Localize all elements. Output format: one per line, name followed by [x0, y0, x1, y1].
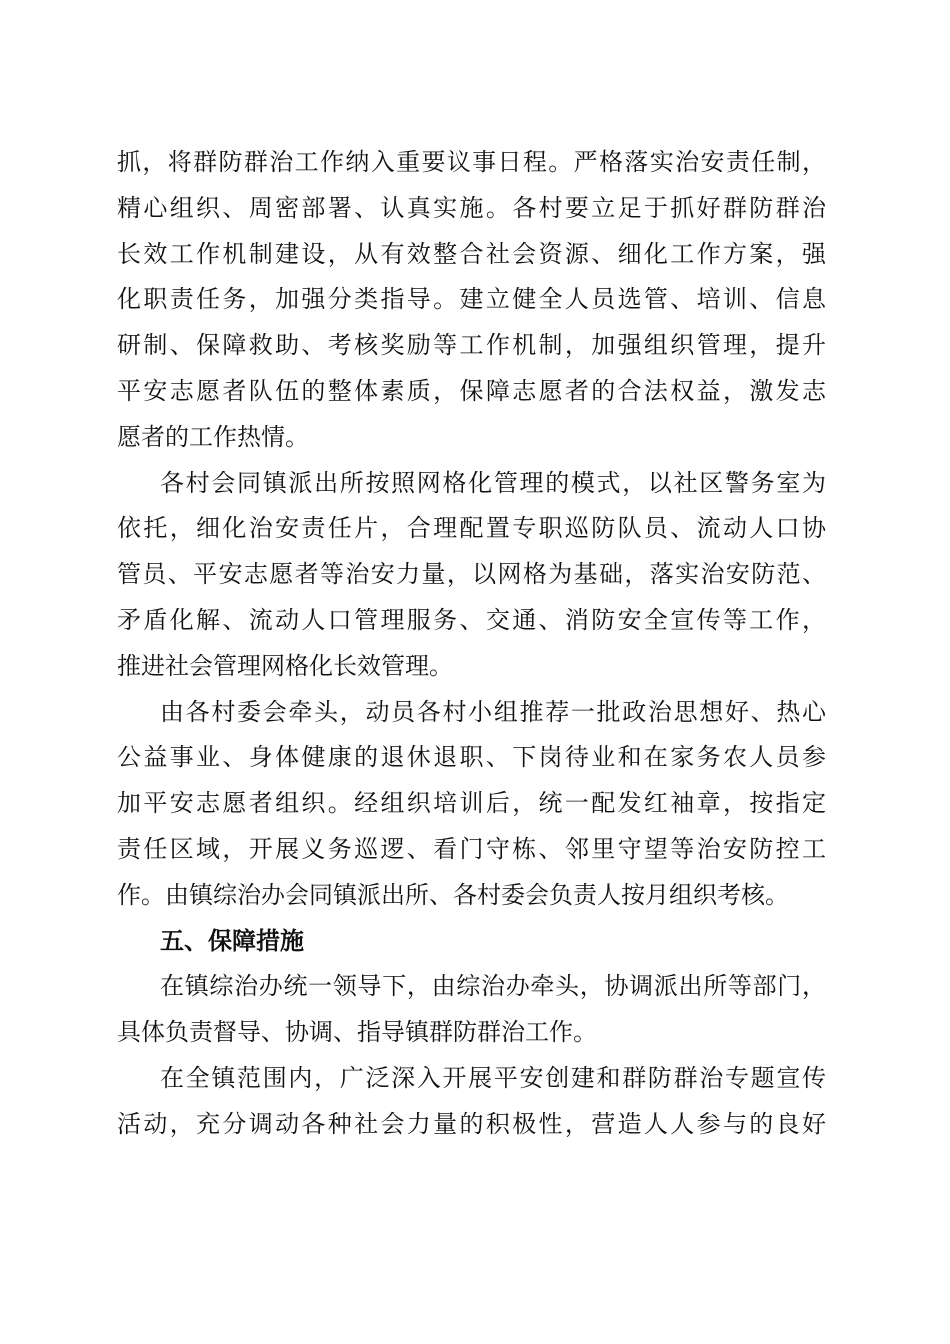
paragraph-line: 研制、保障救助、考核奖励等工作机制，加强组织管理，提升	[117, 331, 826, 360]
paragraph-line: 平安志愿者队伍的整体素质，保障志愿者的合法权益，激发志	[117, 377, 826, 405]
paragraph-line: 活动，充分调动各种社会力量的积极性，营造人人参与的良好	[117, 1109, 826, 1138]
paragraph-line: 由各村委会牵头，动员各村小组推荐一批政治思想好、热心	[160, 697, 826, 726]
paragraph-line: 抓，将群防群治工作纳入重要议事日程。严格落实治安责任制，	[117, 148, 826, 176]
paragraph-line: 在镇综治办统一领导下，由综治办牵头，协调派出所等部门，	[160, 972, 826, 1001]
paragraph-line: 加平安志愿者组织。经组织培训后，统一配发红袖章，按指定	[117, 789, 826, 818]
paragraph-line: 作。由镇综治办会同镇派出所、各村委会负责人按月组织考核。	[117, 880, 789, 909]
paragraph-line: 化职责任务，加强分类指导。建立健全人员选管、培训、信息	[117, 285, 826, 314]
paragraph-line: 公益事业、身体健康的退休退职、下岗待业和在家务农人员参	[117, 743, 826, 772]
paragraph-line: 矛盾化解、流动人口管理服务、交通、消防安全宣传等工作，	[117, 606, 826, 634]
paragraph-line: 长效工作机制建设，从有效整合社会资源、细化工作方案，强	[117, 239, 826, 268]
paragraph-line: 责任区域，开展义务巡逻、看门守栋、邻里守望等治安防控工	[117, 835, 826, 863]
paragraph-line: 依托，细化治安责任片，合理配置专职巡防队员、流动人口协	[117, 514, 826, 543]
paragraph-line: 愿者的工作热情。	[117, 422, 309, 451]
paragraph-line: 管员、平安志愿者等治安力量，以网格为基础，落实治安防范、	[117, 560, 826, 589]
section-heading: 五、保障措施	[160, 926, 304, 955]
paragraph-line: 具体负责督导、协调、指导镇群防群治工作。	[117, 1018, 597, 1047]
paragraph-line: 各村会同镇派出所按照网格化管理的模式，以社区警务室为	[160, 468, 826, 497]
paragraph-line: 精心组织、周密部署、认真实施。各村要立足于抓好群防群治	[117, 193, 826, 222]
paragraph-line: 在全镇范围内，广泛深入开展平安创建和群防群治专题宣传	[160, 1064, 826, 1092]
paragraph-line: 推进社会管理网格化长效管理。	[117, 651, 453, 680]
